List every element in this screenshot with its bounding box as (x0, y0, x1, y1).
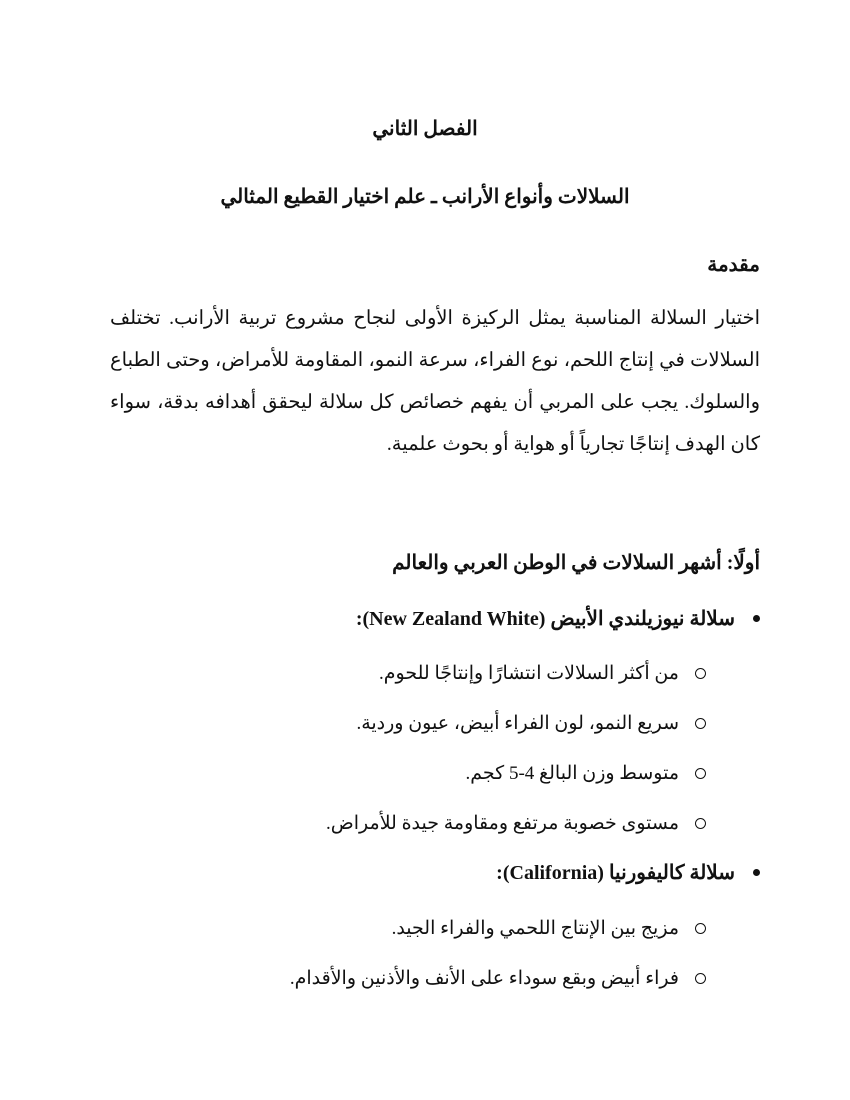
chapter-title: الفصل الثاني (372, 118, 478, 140)
breed-name: سلالة نيوزيلندي الأبيض (New Zealand White): (355, 608, 735, 630)
breed-list-item (496, 860, 760, 885)
introduction-heading: مقدمة (707, 254, 760, 276)
bullet-icon (753, 869, 760, 876)
feature-list-item (379, 662, 706, 685)
feature-list-item (465, 762, 706, 785)
hollow-bullet-icon (695, 768, 706, 779)
feature-text: متوسط وزن البالغ 4-5 كجم. (465, 763, 679, 784)
feature-text: مزيج بين الإنتاج اللحمي والفراء الجيد. (391, 918, 679, 939)
breed-name: سلالة كاليفورنيا (California): (496, 862, 735, 884)
feature-text: فراء أبيض وبقع سوداء على الأنف والأذنين والأقدام. (289, 968, 679, 989)
chapter-subtitle: السلالات وأنواع الأرانب ـ علم اختيار القطيع المثالي (220, 186, 630, 208)
breed-list-item (356, 606, 760, 631)
introduction-paragraph: اختيار السلالة المناسبة يمثل الركيزة الأولى لنجاح مشروع تربية الأرانب. تختلف السلالات في إنتاج اللحم، نوع الفراء، سرعة النمو، المقاومة للأمراض، وحتى الطباع والسلوك. يجب على المربي أن يفهم خصائص كل سلالة ليحقق أهدافه بدقة، سواء كان الهدف إنتاجًا تجارياً أو هواية أو بحوث علمية. (110, 308, 760, 455)
hollow-bullet-icon (695, 668, 706, 679)
hollow-bullet-icon (695, 973, 706, 984)
feature-list-item (326, 812, 706, 835)
feature-text: سريع النمو، لون الفراء أبيض، عيون وردية. (356, 713, 679, 734)
hollow-bullet-icon (695, 718, 706, 729)
feature-list-item (356, 712, 706, 735)
hollow-bullet-icon (695, 923, 706, 934)
feature-list-item (392, 917, 706, 940)
hollow-bullet-icon (695, 818, 706, 829)
feature-text: مستوى خصوبة مرتفع ومقاومة جيدة للأمراض. (326, 813, 679, 834)
section-heading: أولًا: أشهر السلالات في الوطن العربي والعالم (392, 552, 760, 574)
feature-text: من أكثر السلالات انتشارًا وإنتاجًا للحوم. (379, 663, 679, 684)
bullet-icon (753, 615, 760, 622)
feature-list-item (290, 967, 706, 990)
